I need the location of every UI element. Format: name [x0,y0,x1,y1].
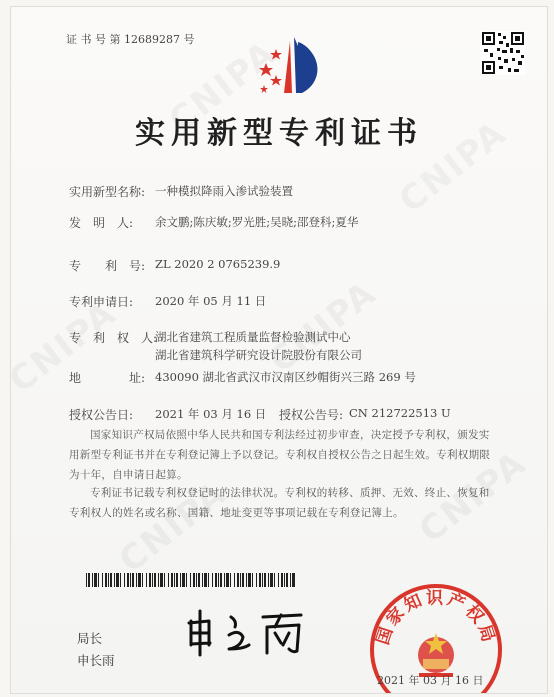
address-field [69,369,416,386]
field-value: 湖北省建筑工程质量监督检验测试中心 [155,330,351,344]
field-label: 地 址: [69,371,146,385]
field-value: ZL 2020 2 0765239.9 [155,257,281,271]
issue-date: 2021 年 03 月 16 日 [377,674,484,687]
application-date-field [69,293,267,310]
signer-name: 申长雨 [77,653,115,668]
field-value: CN 212722513 U [349,406,451,420]
field-value: 一种模拟降雨入渗试验装置 [155,184,293,198]
field-value: 2020 年 05 月 11 日 [155,294,267,308]
certificate-title: 实用新型专利证书 [135,116,423,151]
patent-certificate [10,6,548,694]
watermark [262,273,384,381]
inventors-field [69,214,359,231]
field-label: 专 利 权 人: [69,331,158,345]
patentee-field [69,329,351,346]
field-label: 专 利 号: [69,259,146,273]
field-label: 授权公告号: [279,408,344,422]
field-value: 余文鹏;陈庆敏;罗光胜;吴晓;邵登科;夏华 [155,215,359,229]
certificate-note: 专利证书记载专利权登记时的法律状况。专利权的转移、质押、无效、终止、恢复和专利权人的姓名或名称、国籍、地址变更等事项记载在专利登记簿上。 [69,487,490,519]
field-label: 发 明 人: [69,216,134,230]
barcode-icon [86,573,296,587]
certificate-number: 证 书 号 第 12689287 号 [66,33,195,46]
certificate-statement: 国家知识产权局依照中华人民共和国专利法经过初步审查，决定授予专利权，颁发实用新型专利证书并在专利登记簿上予以登记。专利权自授权公告之日起生效。专利权期限为十年，自申请日起算。 [69,429,491,481]
field-value: 2021 年 03 月 16 日 [155,407,267,421]
field-label: 实用新型名称: [69,185,146,199]
cnipa-logo-icon [256,33,326,99]
signer-title: 局长 [77,631,103,646]
field-label: 专利申请日: [69,295,134,309]
patent-number-field [69,257,281,274]
utility-model-name-field [69,183,293,200]
field-value: 湖北省建筑科学研究设计院股份有限公司 [155,348,362,362]
field-label: 授权公告日: [69,408,134,422]
field-value: 430090 湖北省武汉市汉南区纱帽街兴三路 269 号 [155,370,416,384]
grant-date-field [69,406,267,423]
qr-code-icon [481,31,525,75]
seal-text: 国家知识产权局 [373,588,499,648]
grant-number-field [279,406,451,423]
signature-icon [183,607,313,657]
